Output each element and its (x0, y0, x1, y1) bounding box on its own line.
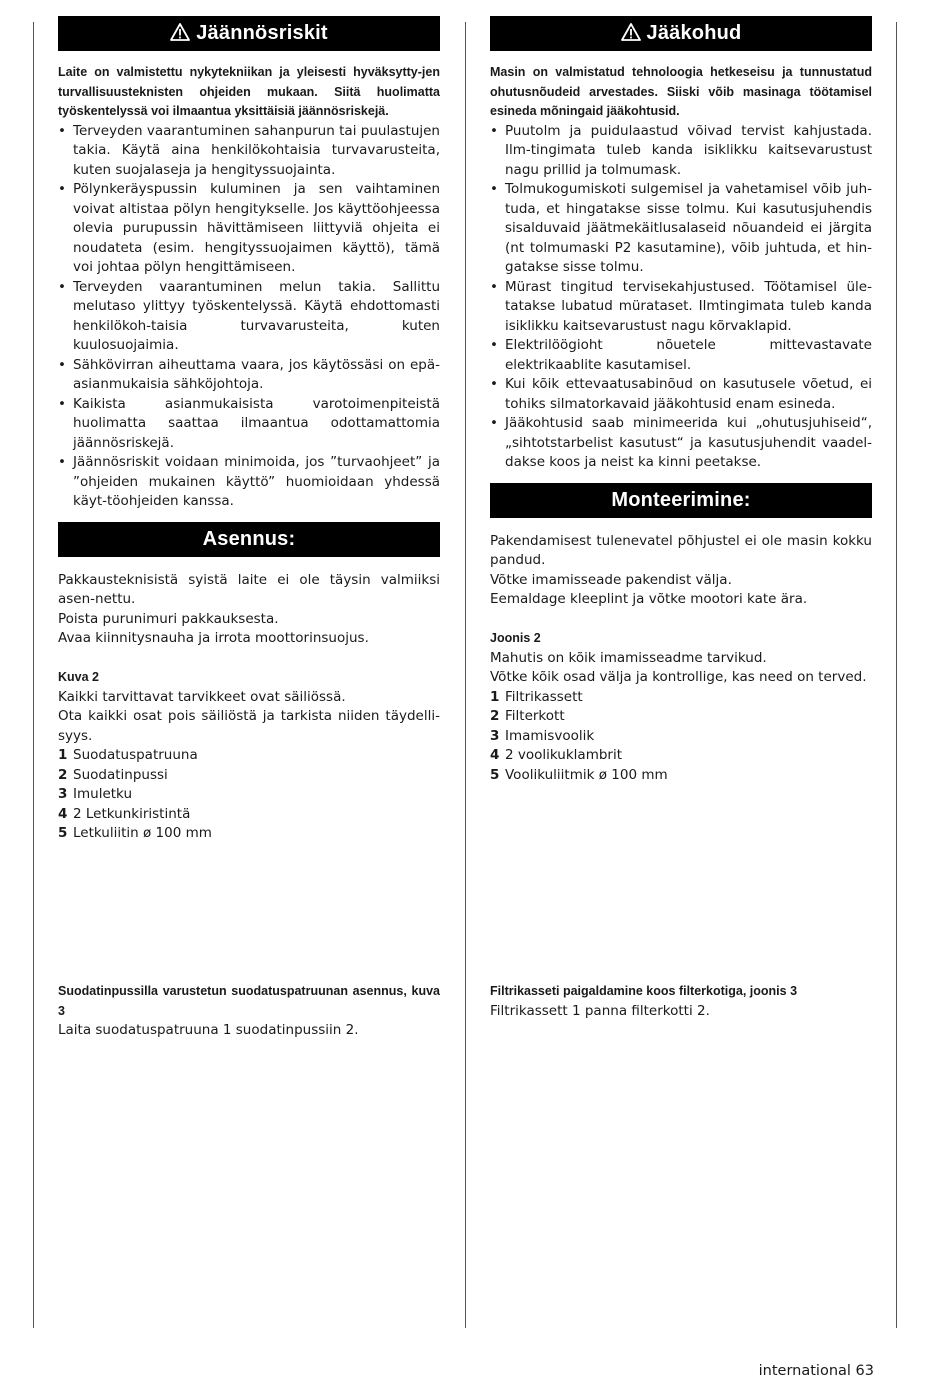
list-item: 4 2 Letkunkiristintä (58, 805, 191, 822)
list-item: 2 Filterkott (490, 708, 565, 724)
list-item: • Terveyden vaarantuminen melun takia. Sallittu melutaso ylittyy työskentelyssä. Käytä ehdottomasti henkilökoh-taisia turvavarusteita, kuten kuulosuojaimia. (58, 278, 440, 356)
list-item: • Jäännösriskit voidaan minimoida, jos ”turvaohjeet” ja ”ohjeiden mukainen käyttö” huomioidaan yhdessä käyt-töohjeiden kanssa. (58, 453, 440, 512)
assembly-body (490, 532, 872, 610)
residual-risks-intro: Laite on valmistettu nykytekniikan ja yleisesti hyväksytty-jen turvallisuusteknisten ohjeiden mukaan. Siitä huolimatta työskentelyssä voi ilmaantua yksittäisiä jäännösriskejä. (58, 65, 440, 118)
figure-line: Ota kaikki osat pois säiliöstä ja tarkista niiden täydelli-syys. (58, 708, 440, 744)
figure-line: Võtke kõik osad välja ja kontrollige, kas need on terved. (490, 669, 867, 685)
step-section-estonian (490, 982, 872, 1021)
assembly-body (58, 571, 440, 649)
assembly-line: Avaa kiinnitysnauha ja irrota moottorinsuojus. (58, 630, 369, 646)
assembly-header (58, 522, 440, 557)
list-item: • Elektrilöögioht nõuetele mittevastavate elektrikaablite kasutamisel. (490, 336, 872, 375)
step-title: Suodatinpussilla varustetun suodatuspatruunan asennus, kuva 3 (58, 984, 440, 1018)
residual-risks-header (490, 16, 872, 51)
list-item: • Tolmukogumiskoti sulgemisel ja vahetamisel võib juh-tuda, et hingatakse sisse tolmu. Kui kasutusjuhendis sisalduvaid jäätmekäitlusalaseid nõuandeid ei järgita (nt tolmumaski P2 kasutamine), võib juhtuda, et hin-gatakse sisse tolmu. (490, 180, 872, 278)
assembly-line: Pakendamisest tulenevatel põhjustel ei ole masin kokku pandud. (490, 532, 872, 568)
residual-risks-title: Jääkohud (646, 22, 742, 44)
list-item: • Kui kõik ettevaatusabinõud on kasutusele võetud, ei tohiks silmatorkavaid jääkohtusid enam esineda. (490, 375, 872, 414)
column-divider (465, 22, 466, 1328)
list-item: • Pölynkeräyspussin kuluminen ja sen vaihtaminen voivat altistaa pölyn hengitykselle. Jos käyttöohjeessa olevia purupussin hävittämiseen liittyviä ohjeita ei noudateta (esim. hengityssuojaimen käyttö), tämä voi johtaa pölyn hengittämiseen. (58, 180, 440, 278)
parts-list (58, 746, 440, 844)
step-text: Laita suodatuspatruuna 1 suodatinpussiin 2. (58, 1022, 359, 1038)
list-item: • Sähkövirran aiheuttama vaara, jos käytössäsi on epä-asianmukaisia sähköjohtoja. (58, 356, 440, 395)
residual-risks-title: Jäännösriskit (196, 22, 328, 44)
list-item: 3 Imamisvoolik (490, 727, 595, 744)
margin-line-left (33, 22, 34, 1328)
residual-risks-intro: Masin on valmistatud tehnoloogia hetkeseisu ja tunnustatud ohutusnõudeid arvestades. Siiski võib masinaga töötamisel esineda mõningaid jääkohtusid. (490, 65, 872, 118)
list-item: 1 Filtrikassett (490, 688, 583, 705)
page-footer: international 63 (758, 1363, 874, 1379)
warning-icon (170, 18, 190, 53)
step-title: Filtrikasseti paigaldamine koos filterkotiga, joonis 3 (490, 984, 798, 998)
parts-list (490, 688, 872, 786)
figure-label: Joonis 2 (490, 631, 541, 645)
assembly-header (490, 483, 872, 518)
list-item: • Puutolm ja puidulaastud võivad tervist kahjustada. Ilm-tingimata tuleb kanda isiklikku kaitsevarustust nagu prillid ja tolmumask. (490, 122, 872, 181)
assembly-line: Eemaldage kleeplint ja võtke mootori kate ära. (490, 591, 808, 607)
residual-risks-list (58, 122, 440, 512)
list-item: 5 Letkuliitin ø 100 mm (58, 825, 212, 841)
column-estonian (490, 16, 872, 785)
figure-label: Kuva 2 (58, 670, 99, 684)
list-item: 4 2 voolikuklambrit (490, 747, 623, 763)
list-item: • Jääkohtusid saab minimeerida kui „ohutusjuhiseid“, „sihtotstarbelist kasutust“ ja kasutusjuhendit vaadel-dakse koos ja neist ka kinni peetakse. (490, 414, 872, 473)
assembly-title: Asennus: (202, 527, 296, 550)
list-item: • Kaikista asianmukaisista varotoimenpiteistä huolimatta saattaa ilmaantua odottamattomia jäännösriskejä. (58, 395, 440, 454)
assembly-line: Pakkausteknisistä syistä laite ei ole täysin valmiiksi asen-nettu. (58, 571, 440, 607)
step-text: Filtrikassett 1 panna filterkotti 2. (490, 1002, 710, 1019)
list-item: • Terveyden vaarantuminen sahanpurun tai puulastujen takia. Käytä aina henkilökohtaisia turvavarusteita, kuten suojalaseja ja hengityssuojainta. (58, 122, 440, 181)
list-item: 3 Imuletku (58, 786, 132, 802)
assembly-line: Poista purunimuri pakkauksesta. (58, 610, 279, 627)
residual-risks-header (58, 16, 440, 51)
assembly-line: Võtke imamisseade pakendist välja. (490, 571, 732, 588)
residual-risks-list (490, 122, 872, 473)
list-item: • Mürast tingitud tervisekahjustused. Töötamisel üle-tatakse lubatud mürataset. Ilmtingimata tuleb kanda isiklikku kaitsevarustust nagu kõrvaklapid. (490, 278, 872, 337)
list-item: 2 Suodatinpussi (58, 766, 168, 783)
list-item: 1 Suodatuspatruuna (58, 747, 198, 763)
warning-icon (621, 18, 641, 53)
figure-line: Mahutis on kõik imamisseadme tarvikud. (490, 649, 767, 666)
figure-line: Kaikki tarvittavat tarvikkeet ovat säiliössä. (58, 688, 346, 705)
step-section-finnish (58, 982, 440, 1041)
margin-line-right (896, 22, 897, 1328)
list-item: 5 Voolikuliitmik ø 100 mm (490, 766, 668, 783)
assembly-title: Monteerimine: (611, 488, 751, 511)
column-finnish (58, 16, 440, 844)
